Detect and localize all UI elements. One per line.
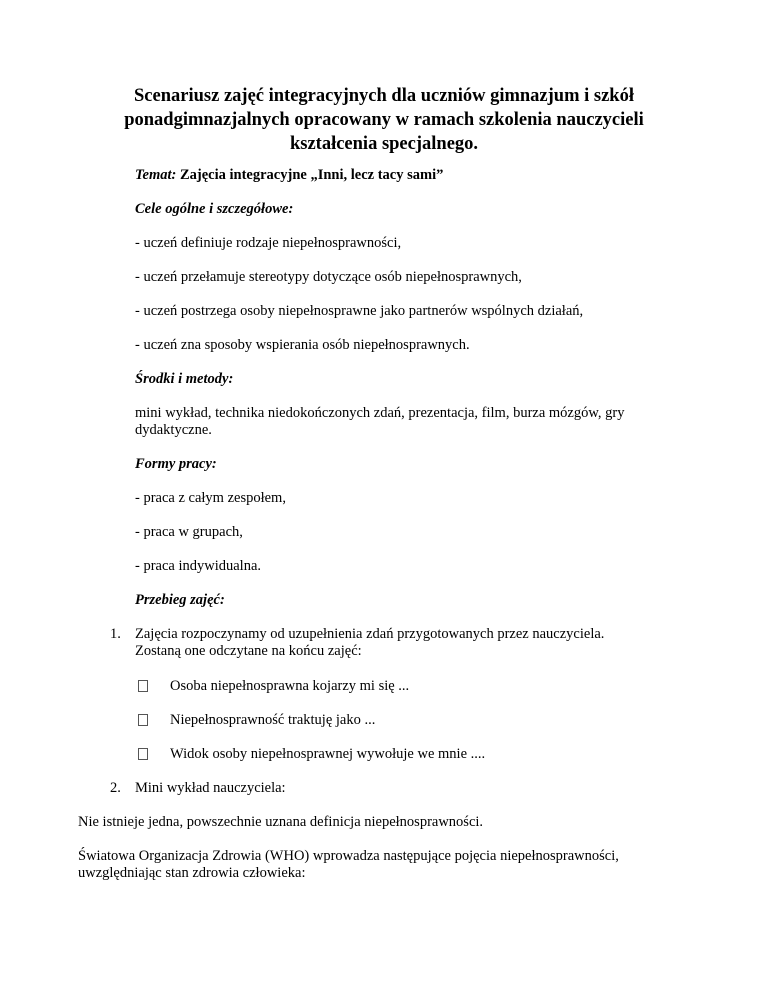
goals-heading: Cele ogólne i szczegółowe:: [135, 201, 294, 217]
step-1-line-2: Zostaną one odczytane na końcu zajęć:: [135, 643, 362, 659]
topic-value: Zajęcia integracyjne „Inni, lecz tacy sami”: [176, 167, 444, 183]
document-title: [120, 84, 648, 156]
form-item: - praca indywidualna.: [135, 558, 262, 574]
forms-heading: Formy pracy:: [135, 456, 217, 472]
body-paragraph-2-line-1: Światowa Organizacja Zdrowia (WHO) wprowadza następujące pojęcia niepełnosprawności,: [78, 848, 619, 864]
step-2-number: 2.: [110, 780, 121, 796]
title-line-2: ponadgimnazjalnych opracowany w ramach szkolenia nauczycieli: [124, 110, 644, 130]
body-paragraph-2-line-2: uwzględniając stan zdrowia człowieka:: [78, 865, 306, 881]
step-2-text: Mini wykład nauczyciela:: [135, 780, 286, 796]
topic-line: [135, 166, 443, 184]
form-item: - praca w grupach,: [135, 524, 243, 540]
body-paragraph-1: Nie istnieje jedna, powszechnie uznana definicja niepełnosprawności.: [78, 814, 484, 830]
title-line-1: Scenariusz zajęć integracyjnych dla uczniów gimnazjum i szkół: [134, 86, 634, 106]
methods-line-1: mini wykład, technika niedokończonych zdań, prezentacja, film, burza mózgów, gry: [135, 405, 625, 421]
goal-item: - uczeń zna sposoby wspierania osób niepełnosprawnych.: [135, 337, 470, 353]
methods-heading: Środki i metody:: [135, 371, 234, 387]
goal-item: - uczeń postrzega osoby niepełnosprawne jako partnerów wspólnych działań,: [135, 303, 584, 319]
sentence-item: Osoba niepełnosprawna kojarzy mi się ...: [170, 678, 410, 694]
topic-label: Temat:: [135, 167, 177, 183]
sentence-item: Widok osoby niepełnosprawnej wywołuje we mnie ....: [170, 746, 486, 762]
course-heading: Przebieg zajęć:: [135, 592, 225, 608]
step-1-number: 1.: [110, 626, 121, 642]
bullet-box-icon: [138, 748, 148, 760]
bullet-box-icon: [138, 714, 148, 726]
title-line-3: kształcenia specjalnego.: [289, 134, 479, 154]
form-item: - praca z całym zespołem,: [135, 490, 286, 506]
goal-item: - uczeń definiuje rodzaje niepełnosprawności,: [135, 235, 402, 251]
step-1-line-1: Zajęcia rozpoczynamy od uzupełnienia zdań przygotowanych przez nauczyciela.: [135, 626, 605, 642]
sentence-item: Niepełnosprawność traktuję jako ...: [170, 712, 376, 728]
methods-line-2: dydaktyczne.: [135, 422, 212, 438]
bullet-box-icon: [138, 680, 148, 692]
goal-item: - uczeń przełamuje stereotypy dotyczące osób niepełnosprawnych,: [135, 269, 522, 285]
